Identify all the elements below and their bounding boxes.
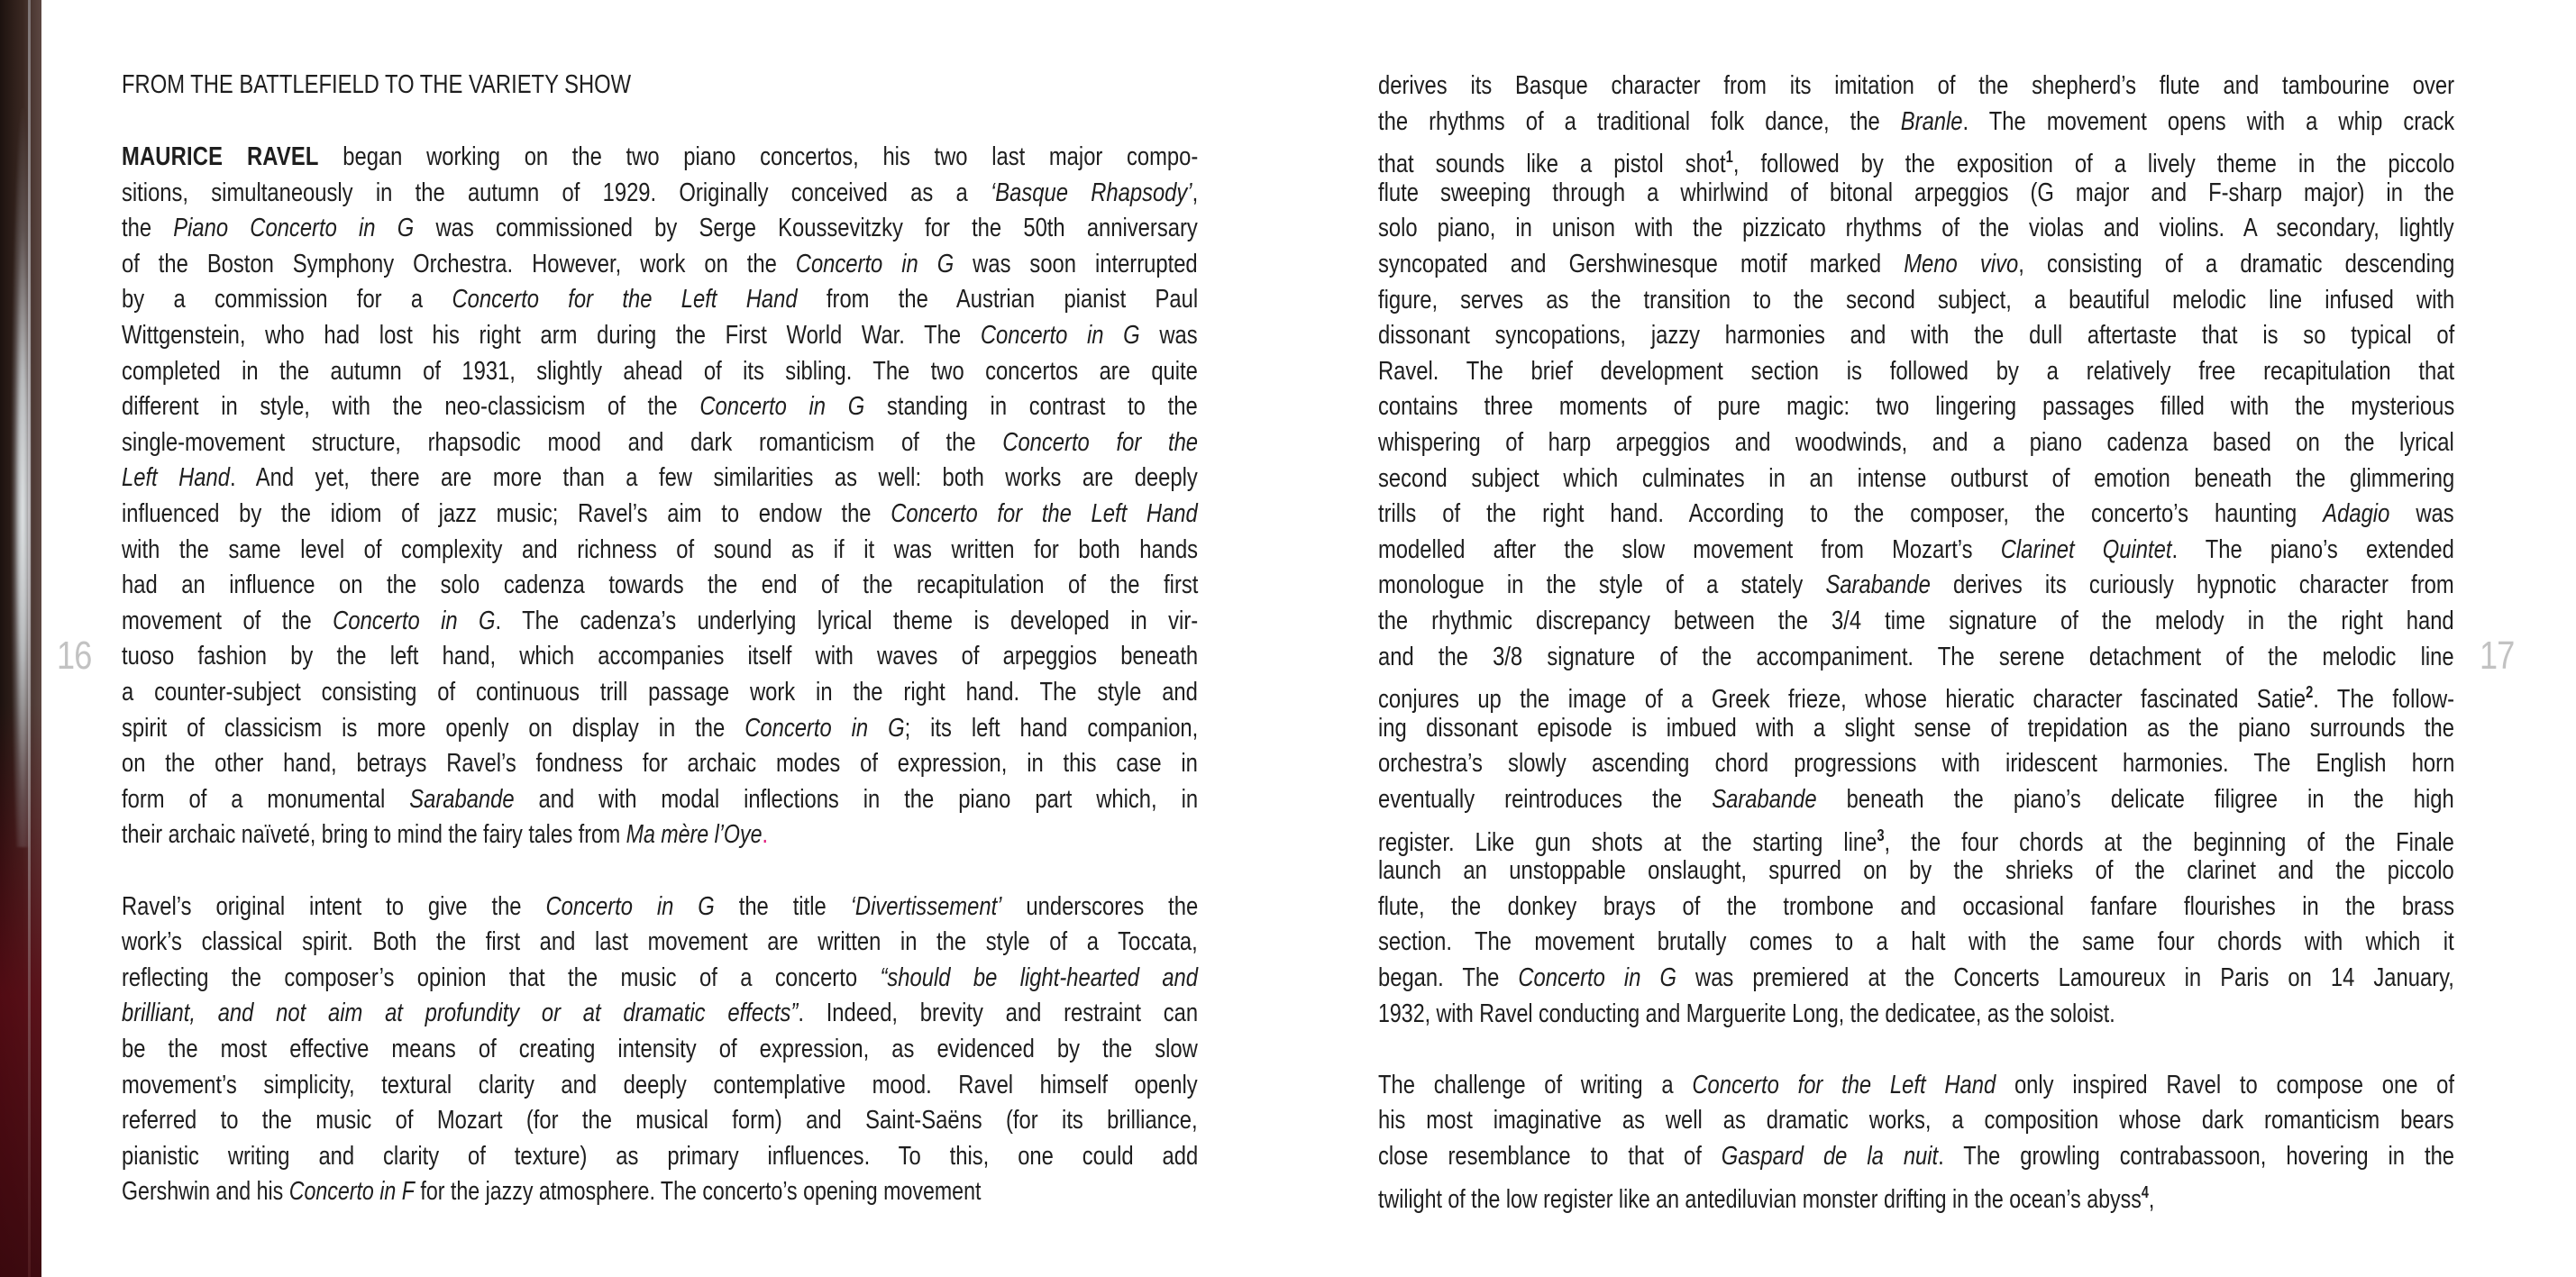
page-number-left: 16 bbox=[57, 634, 92, 678]
text-run: , followed by the exposition of a lively theme in the piccolo bbox=[1732, 150, 2455, 179]
text-run: contains three moments of pure magic: two lingering passages filled with the mysterious bbox=[1378, 392, 2455, 422]
footnote-marker: 3 bbox=[1877, 825, 1885, 844]
text-line bbox=[1378, 320, 2454, 351]
text-line bbox=[122, 1070, 1198, 1100]
text-line bbox=[1378, 1141, 2454, 1172]
text-line bbox=[1378, 642, 2454, 672]
text-run: twilight of the low register like an antediluvian monster drifting in the ocean’s abyss bbox=[1378, 1184, 2142, 1214]
book-spine-edge bbox=[0, 0, 41, 1277]
text-run: referred to the music of Mozart (for the musical form) and Saint-Saëns (for its brilliance, bbox=[122, 1106, 1198, 1136]
italic-title: Concerto for the Left Hand bbox=[1692, 1070, 1996, 1099]
italic-title: “should be light-hearted and bbox=[880, 962, 1199, 992]
text-run: 1932, with Ravel conducting and Marguerite Long, the dedicatee, as the soloist. bbox=[1378, 999, 2115, 1028]
text-line bbox=[1378, 999, 2115, 1029]
text-run: eventually reintroduces the bbox=[1378, 785, 1713, 814]
text-line bbox=[122, 784, 1198, 815]
text-line bbox=[122, 391, 1198, 422]
italic-title: Concerto for the Left Hand bbox=[891, 499, 1198, 528]
text-run: launch an unstoppable onslaught, spurred on by the shrieks of the clarinet and the piccolo bbox=[1378, 856, 2454, 886]
italic-title: Adagio bbox=[2323, 499, 2390, 529]
text-run: standing in contrast to the bbox=[864, 392, 1198, 422]
accent-period: . bbox=[762, 820, 768, 850]
text-line bbox=[122, 249, 1198, 279]
text-run: was bbox=[2389, 499, 2454, 529]
text-run: the rhythms of a traditional folk dance, the bbox=[1378, 106, 1901, 136]
italic-title: Gaspard de la nuit bbox=[1721, 1142, 1939, 1171]
text-line bbox=[122, 713, 1198, 743]
text-run: The challenge of writing a bbox=[1378, 1070, 1693, 1099]
text-line bbox=[122, 677, 1198, 707]
text-run: register. Like gun shots at the starting line bbox=[1378, 827, 1877, 857]
text-run: solo piano, in unison with the pizzicato rhythms of the violas and violins. A secondary, lightly bbox=[1378, 214, 2454, 243]
italic-title: ‘Divertissement’ bbox=[850, 891, 1002, 921]
text-run: figure, serves as the transition to the second subject, a beautiful melodic line infused with bbox=[1378, 285, 2455, 315]
text-line bbox=[1378, 570, 2454, 600]
text-line bbox=[1378, 784, 2454, 815]
italic-title: Sarabande bbox=[1712, 785, 1817, 814]
text-line bbox=[122, 891, 1198, 922]
text-line bbox=[1378, 1105, 2454, 1136]
text-run: the rhythmic discrepancy between the 3/4 time signature of the melody in the right hand bbox=[1378, 607, 2454, 635]
text-run: trills of the right hand. According to the composer, the concerto’s haunting bbox=[1378, 499, 2324, 529]
text-line bbox=[1378, 1070, 2454, 1100]
text-line bbox=[1378, 606, 2454, 636]
text-run: underscores the bbox=[1001, 891, 1199, 921]
spine-line bbox=[28, 0, 31, 1277]
text-run: , bbox=[2148, 1184, 2155, 1214]
text-line bbox=[1378, 926, 2454, 957]
text-run: tuoso fashion by the left hand, which accompanies itself with waves of arpeggios beneath bbox=[122, 642, 1199, 671]
italic-title: Concerto for the Left Hand bbox=[452, 285, 798, 315]
text-run: different in style, with the neo-classicism of the bbox=[122, 392, 700, 422]
text-line bbox=[1378, 391, 2454, 422]
text-run: be the most effective means of creating intensity of expression, as evidenced by the slow bbox=[122, 1035, 1198, 1063]
footnote-marker: 2 bbox=[2306, 683, 2314, 702]
text-run: only inspired Ravel to compose one of bbox=[1996, 1070, 2455, 1099]
text-run: that sounds like a pistol shot bbox=[1378, 150, 1726, 179]
text-run: whispering of harp arpeggios and woodwinds, and a piano cadenza based on the lyrical bbox=[1378, 428, 2454, 457]
text-line bbox=[1378, 498, 2454, 529]
text-run: began. The bbox=[1378, 963, 1519, 992]
text-line bbox=[1378, 534, 2454, 565]
text-run: monologue in the style of a stately bbox=[1378, 570, 1826, 600]
text-run: and with modal inflections in the piano part which, in bbox=[514, 784, 1199, 814]
text-line bbox=[1378, 178, 2454, 208]
text-line bbox=[122, 641, 1198, 671]
text-line bbox=[1378, 70, 2454, 101]
text-line bbox=[1378, 820, 2454, 857]
italic-title: Piano Concerto in G bbox=[173, 214, 415, 243]
text-run: Ravel. The brief development section is followed by a relatively free recapitulation that bbox=[1378, 356, 2455, 386]
text-run: dissonant syncopations, jazzy harmonies and with the dull aftertaste that is so typical of bbox=[1378, 321, 2455, 351]
text-run: from the Austrian pianist Paul bbox=[797, 285, 1199, 315]
text-run: Ravel’s original intent to give the bbox=[122, 891, 546, 921]
text-run: form of a monumental bbox=[122, 784, 410, 814]
text-run: ing dissonant episode is imbued with a slight sense of trepidation as the piano surrounds the bbox=[1378, 713, 2454, 743]
text-run: conjures up the image of a Greek frieze, whose hieratic character fascinated Satie bbox=[1378, 685, 2307, 715]
text-line bbox=[1378, 677, 2455, 715]
text-line bbox=[122, 213, 1198, 243]
text-run: spirit of classicism is more openly on display in the bbox=[122, 713, 745, 743]
italic-title: Concerto in F bbox=[288, 1177, 415, 1207]
text-run: , consisting of a dramatic descending bbox=[2018, 250, 2455, 278]
italic-title: Ma mère l’Oye bbox=[626, 820, 763, 850]
text-line bbox=[122, 178, 1198, 208]
text-run: work’s classical spirit. Both the first and last movement are written in the style of a Toccata, bbox=[122, 927, 1198, 957]
italic-title: Sarabande bbox=[1825, 570, 1931, 600]
text-run: beneath the piano’s delicate filigree in the high bbox=[1816, 785, 2454, 814]
text-line bbox=[1378, 427, 2454, 458]
text-line bbox=[122, 570, 1198, 600]
text-run: modelled after the slow movement from Mozart’s bbox=[1378, 534, 2001, 564]
text-line bbox=[1378, 141, 2455, 179]
text-line bbox=[1378, 249, 2454, 279]
italic-title: brilliant, and not aim at profundity or at dramatic effects” bbox=[122, 999, 799, 1028]
text-line bbox=[122, 1034, 1198, 1064]
text-run: the bbox=[122, 214, 174, 243]
text-run: a counter-subject consisting of continuous trill passage work in the right hand. The style and bbox=[122, 678, 1198, 707]
text-line bbox=[1378, 1177, 2155, 1214]
text-run: was commissioned by Serge Koussevitzky for the 50th anniversary bbox=[414, 214, 1198, 243]
italic-title: Branle bbox=[1900, 106, 1963, 136]
text-run: pianistic writing and clarity of texture) as primary influences. To this, one could add bbox=[122, 1141, 1199, 1171]
text-line bbox=[122, 606, 1198, 636]
text-run: . The cadenza’s underlying lyrical theme is developed in vir- bbox=[495, 606, 1199, 635]
text-line bbox=[122, 748, 1198, 779]
text-run: had an influence on the solo cadenza towards the end of the recapitulation of the first bbox=[122, 570, 1199, 600]
page-number-right: 17 bbox=[2480, 634, 2515, 678]
text-run: by a commission for a bbox=[122, 285, 452, 315]
text-line bbox=[122, 356, 1198, 387]
text-run: single-movement structure, rhapsodic mood and dark romanticism of the bbox=[122, 427, 1003, 457]
italic-title: Concerto in G bbox=[744, 713, 905, 743]
text-run: sitions, simultaneously in the autumn of 1929. Originally conceived as a bbox=[122, 178, 991, 207]
text-run: completed in the autumn of 1931, slightly ahead of its sibling. The two concertos are quite bbox=[122, 356, 1198, 386]
italic-title: Concerto in G bbox=[699, 392, 865, 422]
text-run: . The piano’s extended bbox=[2171, 534, 2454, 564]
text-line bbox=[1378, 748, 2454, 779]
text-run: the title bbox=[714, 891, 851, 921]
text-run: movement’s simplicity, textural clarity and deeply contemplative mood. Ravel himself openly bbox=[122, 1070, 1198, 1099]
italic-title: Meno vivo bbox=[1904, 250, 2019, 278]
italic-title: Clarinet Quintet bbox=[2000, 534, 2172, 564]
italic-title: ‘Basque Rhapsody’ bbox=[991, 178, 1192, 207]
text-run: was bbox=[1139, 321, 1198, 350]
italic-title: Concerto in G bbox=[980, 321, 1140, 350]
text-run: section. The movement brutally comes to a halt with the same four chords with which it bbox=[1378, 927, 2454, 957]
text-run: . The movement opens with a whip crack bbox=[1962, 106, 2455, 136]
text-line bbox=[1378, 855, 2454, 886]
text-run: Gershwin and his bbox=[122, 1177, 289, 1207]
text-line bbox=[122, 320, 1198, 351]
text-line bbox=[1378, 713, 2454, 743]
text-line bbox=[1378, 106, 2454, 137]
text-line bbox=[122, 1176, 981, 1207]
text-run: on the other hand, betrays Ravel’s fondness for archaic modes of expression, in this case in bbox=[122, 749, 1198, 779]
section-heading: FROM THE BATTLEFIELD TO THE VARIETY SHOW bbox=[122, 70, 632, 99]
italic-title: Sarabande bbox=[409, 784, 515, 814]
text-line bbox=[122, 141, 1198, 172]
text-line bbox=[122, 498, 1198, 529]
text-run: . Indeed, brevity and restraint can bbox=[798, 999, 1199, 1028]
text-run: . And yet, there are more than a few similarities as well: both works are deeply bbox=[229, 463, 1198, 493]
text-line bbox=[122, 1141, 1198, 1172]
text-run: . The growling contrabassoon, hovering in the bbox=[1938, 1142, 2455, 1171]
text-line bbox=[122, 1105, 1198, 1136]
text-line bbox=[1378, 285, 2454, 315]
text-run: was soon interrupted bbox=[954, 249, 1198, 278]
italic-title: Concerto in G bbox=[333, 606, 496, 635]
text-run: close resemblance to that of bbox=[1378, 1142, 1722, 1171]
text-line bbox=[122, 926, 1198, 957]
text-line bbox=[122, 962, 1198, 993]
text-run: and the 3/8 signature of the accompaniment. The serene detachment of the melodic line bbox=[1378, 642, 2454, 671]
text-run: flute, the donkey brays of the trombone and occasional fanfare flourishes in the brass bbox=[1378, 891, 2454, 921]
italic-title: Concerto in G bbox=[1518, 963, 1676, 992]
text-run: for the jazzy atmosphere. The concerto’s opening movement bbox=[414, 1177, 982, 1207]
text-run: his most imaginative as well as dramatic works, a composition whose dark romanticism bears bbox=[1378, 1106, 2454, 1136]
text-line bbox=[122, 819, 768, 850]
text-run: began working on the two piano concertos, his two last major compo- bbox=[318, 142, 1199, 171]
text-run: influenced by the idiom of jazz music; Ravel’s aim to endow the bbox=[122, 499, 891, 528]
footnote-marker: 1 bbox=[1725, 148, 1733, 167]
text-run: was premiered at the Concerts Lamoureux in Paris on 14 January, bbox=[1676, 963, 2454, 992]
text-run: flute sweeping through a whirlwind of bitonal arpeggios (G major and F-sharp major) in the bbox=[1378, 178, 2454, 207]
text-run: movement of the bbox=[122, 606, 333, 635]
text-line bbox=[1378, 356, 2454, 387]
italic-title: Concerto in G bbox=[545, 891, 715, 921]
text-line bbox=[122, 284, 1198, 315]
text-run: orchestra’s slowly ascending chord progressions with iridescent harmonies. The English horn bbox=[1378, 749, 2455, 779]
text-run: derives its curiously hypnotic character from bbox=[1930, 570, 2454, 600]
text-run: Wittgenstein, who had lost his right arm during the First World War. The bbox=[122, 321, 981, 350]
text-line bbox=[1378, 962, 2454, 993]
text-run: reflecting the composer’s opinion that the music of a concerto bbox=[122, 962, 881, 992]
text-line bbox=[122, 427, 1198, 458]
text-run: second subject which culminates in an intense outburst of emotion beneath the glimmering bbox=[1378, 463, 2455, 493]
text-line bbox=[1378, 213, 2454, 243]
text-line bbox=[1378, 463, 2454, 494]
text-run: their archaic naïveté, bring to mind the fairy tales from bbox=[122, 820, 626, 850]
italic-title: Left Hand bbox=[122, 463, 230, 493]
text-run: syncopated and Gershwinesque motif marked bbox=[1378, 250, 1905, 278]
text-line bbox=[122, 998, 1198, 1028]
text-line bbox=[122, 534, 1198, 565]
bold-lead-in: MAURICE RAVEL bbox=[122, 142, 319, 171]
text-run: of the Boston Symphony Orchestra. However, work on the bbox=[122, 249, 796, 278]
text-run: derives its Basque character from its imitation of the shepherd’s flute and tambourine over bbox=[1378, 71, 2455, 100]
italic-title: Concerto for the bbox=[1002, 427, 1199, 457]
text-run: with the same level of complexity and richness of sound as if it was written for both hands bbox=[122, 534, 1199, 564]
footnote-marker: 4 bbox=[2141, 1182, 2149, 1201]
text-run: . The follow- bbox=[2313, 685, 2455, 715]
text-run: , the four chords at the beginning of the Finale bbox=[1884, 827, 2454, 857]
text-line bbox=[122, 462, 1198, 493]
text-run: , bbox=[1192, 178, 1199, 207]
text-run: ; its left hand companion, bbox=[904, 713, 1199, 743]
text-line bbox=[1378, 891, 2454, 922]
italic-title: Concerto in G bbox=[795, 249, 955, 278]
